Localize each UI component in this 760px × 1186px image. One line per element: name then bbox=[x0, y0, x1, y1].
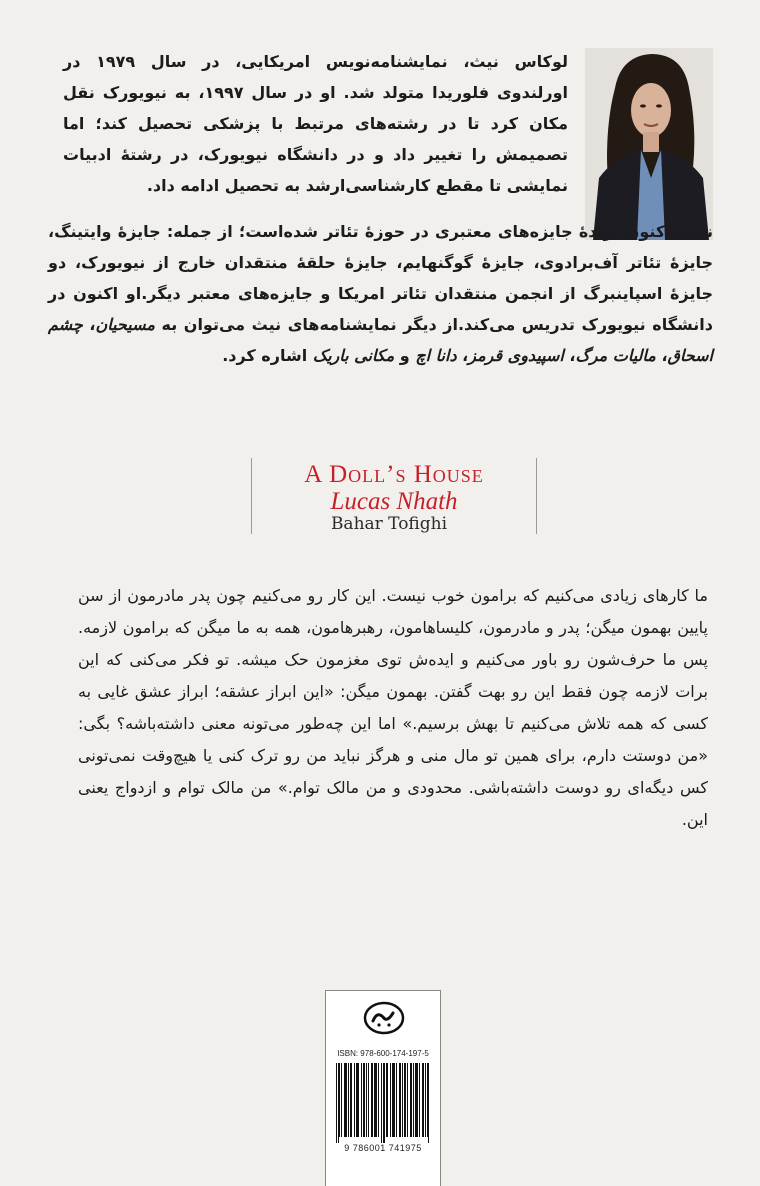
work-title: مسیحیان bbox=[95, 315, 155, 334]
author-bio-intro: لوکاس نیث، نمایشنامه‌نویس امریکایی، در سال ۱۹۷۹ در اورلندوی فلوریدا متولد شد. او در سال ۱۹۹۷، به نیویورک نقل مکان کرد تا در رشته‌های مرتبط با پزشکی تحصیل کند؛ اما تصمیمش را تغییر داد و در دانشگاه نیویورک، در رشتهٔ ادبیات نمایشی تا مقطع کارشناسی‌ارشد به تحصیل ادامه داد. bbox=[63, 52, 568, 195]
work-title: مکانی باریک bbox=[312, 346, 395, 365]
book-title-english: A Doll’s House bbox=[304, 461, 484, 488]
barcode-digits: 9 786001 741975 bbox=[344, 1143, 422, 1153]
work-title: اسپیدوی قرمز bbox=[468, 346, 564, 365]
work-title: دانا اچ bbox=[415, 346, 457, 365]
barcode-panel bbox=[325, 990, 441, 1186]
barcode-icon bbox=[336, 1063, 430, 1143]
translator-name-english: Bahar Tofighi bbox=[330, 514, 448, 534]
book-blurb: ما کارهای زیادی می‌کنیم که برامون خوب نیست. این کار رو می‌کنیم چون پدر مادرمون از سن پایین بهمون میگن؛ پدر و مادرمون، کلیساهامون، رهبرهامون، همه به ما میگن که برامون لازمه. پس ما حرف‌شون رو باور می‌کنیم و ایده‌ش توی مغزمون حک میشه. تو فکر می‌کنی که این برات لازمه چون فقط این رو بهت گفتن. بهمون میگن: «این ابراز عشقه؛ ابراز عشق غایی به کسی که همه تلاش می‌کنیم تا بهش برسیم.» اما این چه‌طور می‌تونه معنی داشته‌باشه؟ بگی: «من دوستت دارم، برای همین تو مال منی و هرگز نباید من رو ترک کنی یا هیچ‌وقت نمی‌تونی کس دیگه‌ای رو دوست داشته‌باشی. محدودی و من مالک توام.» من مالک توام و ازدواج یعنی این. bbox=[78, 586, 708, 829]
author-portrait-icon bbox=[585, 48, 713, 240]
publisher-logo-icon bbox=[363, 1001, 405, 1035]
author-bio-awards-text: نیث تاکنون برندهٔ جایزه‌های معتبری در حوزهٔ تئاتر شده‌است؛ از جمله: جایزهٔ وایتینگ، جایزهٔ تئاتر آف‌برادوی، جایزهٔ گوگنهایم، جایزهٔ حلقهٔ منتقدان خارج از نیویورک، دو جایزهٔ اسپاینبرگ از انجمن منتقدان تئاتر امریکا و جایزه‌های معتبر دیگر.او اکنون در دانشگاه نیویورک تدریس می‌کند.از دیگر نمایشنامه‌های نیث می‌توان به bbox=[48, 222, 713, 334]
author-bio-awards: نیث تاکنون برندهٔ جایزه‌های معتبری در حوزهٔ تئاتر شده‌است؛ از جمله: جایزهٔ وایتینگ، جایزهٔ تئاتر آف‌برادوی، جایزهٔ گوگنهایم، جایزهٔ حلقهٔ منتقدان خارج از نیویورک، دو جایزهٔ اسپاینبرگ از انجمن منتقدان تئاتر امریکا و جایزه‌های معتبر دیگر.او اکنون در دانشگاه نیویورک تدریس می‌کند.از دیگر نمایشنامه‌های نیث می‌توان به مسیحیان، چشم اسحاق، مالیات مرگ، اسپیدوی قرمز، دانا اچ و مکانی باریک اشاره کرد. bbox=[48, 222, 713, 365]
isbn-label: ISBN: 978-600-174-197-5 bbox=[337, 1049, 429, 1058]
work-title: چشم اسحاق bbox=[48, 315, 713, 365]
english-title-block bbox=[251, 458, 537, 534]
author-name-english: Lucas Nhath bbox=[330, 488, 458, 515]
author-photo bbox=[585, 48, 713, 240]
author-bio-ending: اشاره کرد. bbox=[222, 346, 313, 365]
work-title: مالیات مرگ bbox=[575, 346, 656, 365]
